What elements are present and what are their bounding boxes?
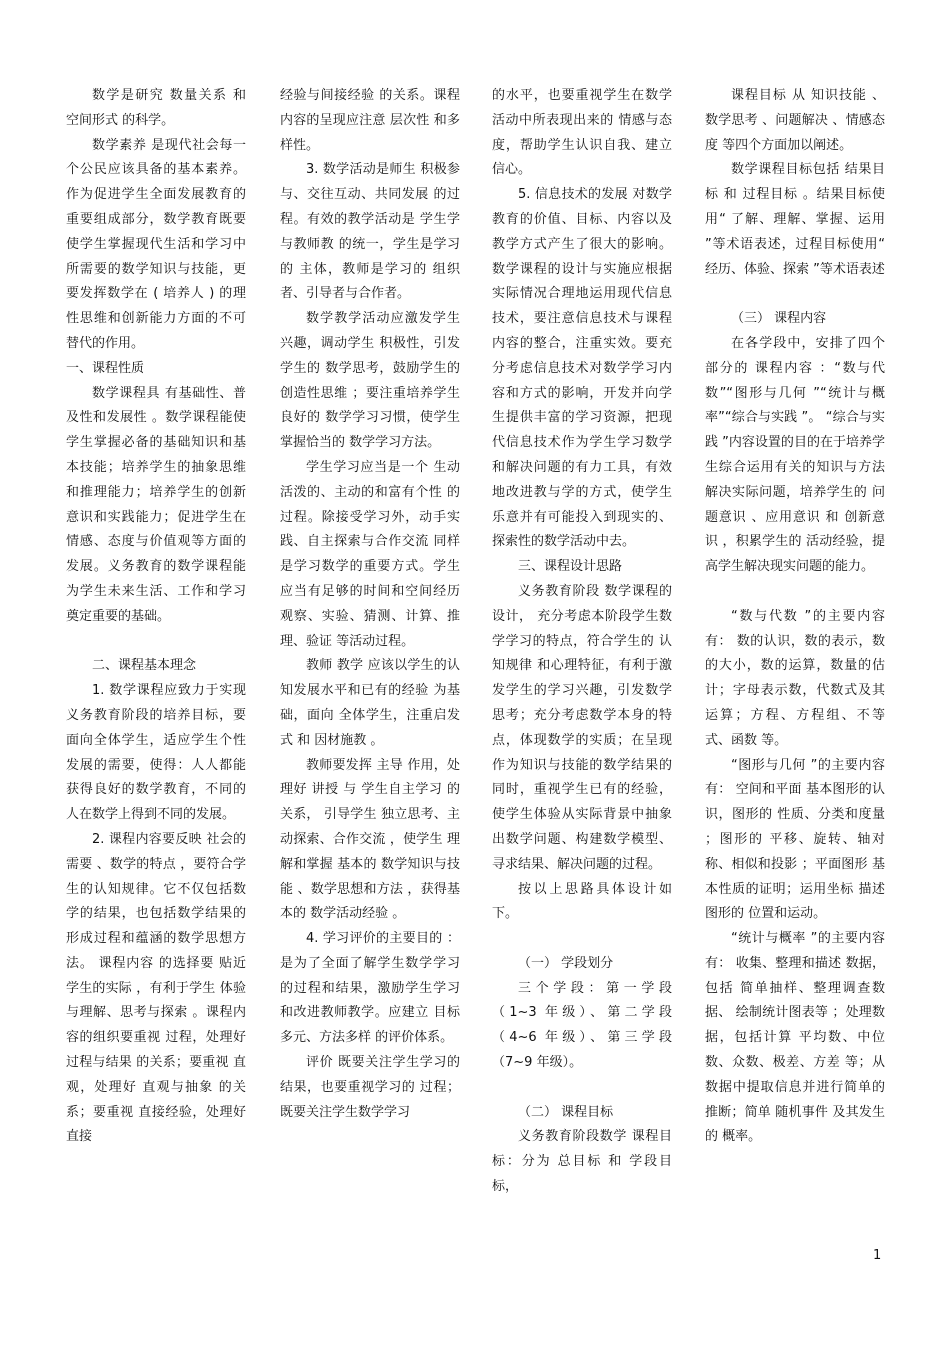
text-column-3 bbox=[492, 84, 672, 1200]
paragraph: 2. 课程内容要反映 社会的需要 、数学的特点 ，要符合学生的认知规律。它不仅包括数学的结果，也包括数学结果的形成过程和蕴涵的数学思想方法。 课程内容 的选择要 贴近学生的实际 ，有利于学生 体验与理解、思考与探索 。课程内容的组织要重视 过程，处理好 过程与结果 的关系；要重视 直观，处理好 直观与抽象 的关系；要重视 直接经验，处理好 直接 bbox=[66, 831, 246, 1145]
paragraph: 数学素养 是现代社会每一个公民应该具备的基本素养。作为促进学生全面发展教育的重要组成部分，数学教育既要使学生掌握现代生活和学习中所需要的数学知识与技能，更要发挥数学在 ( 培养人 ) 的理性思维和创新能力方面的不可替代的作用。 bbox=[66, 137, 246, 351]
paragraph: 1. 数学课程应致力于实现义务教育阶段的培养目标，要面向全体学生，适应学生个性发展的需要，使得：人人都能获得良好的数学教育，不同的人在数学上得到不同的发展。 bbox=[66, 683, 246, 823]
paragraph: 学生学习应当是一个 生动活泼的、主动的和富有个性 的过程。除接受学习外，动手实践、自主探索与合作交流 同样是学习数学的重要方式。学生应当有足够的时间和空间经历 观察、实验、猜测、计算、推理、验证 等活动过程。 bbox=[280, 459, 460, 649]
section-heading: 一、课程性质 bbox=[66, 360, 145, 376]
paragraph: 课程目标 从 知识技能 、数学思考 、问题解决 、情感态度 等四个方面加以阐述。 bbox=[705, 88, 885, 153]
page-number: 1 bbox=[873, 1248, 882, 1263]
paragraph: 4. 学习评价的主要目的 ：是为了全面了解学生数学学习的过程和结果，激励学生学习和改进教师教学。应建立 目标多元、方法多样 的评价体系。 bbox=[280, 931, 460, 1046]
paragraph: 3. 数学活动是师生 积极参与、交往互动、共同发展 的过程。有效的教学活动是 学生学 与教师教 的统一，学生是学习的 主体，教师是学习的 组织者、引导者与合作者。 bbox=[280, 162, 460, 302]
section-heading: 三、课程设计思路 bbox=[518, 559, 623, 575]
text-column-1 bbox=[66, 84, 246, 1150]
paragraph: 教师 教学 应该以学生的认知发展水平和已有的经验 为基础，面向 全体学生，注重启发式 和 因材施教 。 bbox=[280, 658, 460, 748]
paragraph: 教师要发挥 主导 作用，处理好 讲授 与 学生自主学习 的关系， 引导学生 独立思考、主动探索、合作交流 ，使学生 理解和掌握 基本的 数学知识与技能 、数学思想和方法 ，获得基本的 数学活动经验 。 bbox=[280, 757, 460, 922]
subsection-heading: （三） 课程内容 bbox=[731, 311, 827, 327]
text-column-2 bbox=[280, 84, 460, 1125]
section-heading: 二、课程基本理念 bbox=[92, 658, 197, 674]
subsection-heading: （一） 学段划分 bbox=[518, 955, 614, 971]
text-column-4 bbox=[705, 84, 885, 1150]
paragraph: 三个学段：第一学段（1~3 年级）、第二学段（4~6 年级）、第三学段（7~9 年级）。 bbox=[492, 980, 672, 1071]
paragraph: 义务教育阶段数学 课程目标：分为 总目标 和 学段目标， bbox=[492, 1129, 672, 1195]
paragraph: 5. 信息技术的发展 对数学教育的价值、目标、内容以及教学方式产生了很大的影响。数学课程的设计与实施应根据实际情况合理地运用现代信息技术，要注意信息技术与课程内容的整合，注重实效。要充分考虑信息技术对数学学习内容和方式的影响，开发并向学生提供丰富的学习资源，把现代信息技术作为学生学习数学和解决问题的有力工具，有效地改进教与学的方式，使学生乐意并有可能投入到现实的、探索性的数学活动中去。 bbox=[492, 187, 672, 550]
paragraph: 数学课程具 有基础性、普及性和发展性 。数学课程能使学生掌握必备的基础知识和基本技能；培养学生的抽象思维和推理能力；培养学生的创新意识和实践能力；促进学生在情感、态度与价值观等方面的发展。义务教育的数学课程能为学生未来生活、工作和学习奠定重要的基础。 bbox=[66, 385, 246, 624]
paragraph: 数学课程目标包括 结果目标 和 过程目标 。结果目标使用“ 了解、理解、掌握、运用 ”等术语表述，过程目标使用“ 经历、体验、探索 ”等术语表述 bbox=[705, 162, 885, 277]
paragraph: “图形与几何 ”的主要内容有： 空间和平面 基本图形的认识，图形的 性质、分类和度量 ；图形的 平移、旋转、轴对称、相似和投影 ；平面图形 基本性质的证明；运用坐标 描述图形的 位置和运动。 bbox=[705, 757, 885, 922]
paragraph: 数学教学活动应激发学生 兴趣，调动学生 积极性，引发学生的 数学思考，鼓励学生的 创造性思维 ；要注重培养学生良好的 数学学习习惯，使学生掌握恰当的 数学学习方法。 bbox=[280, 311, 460, 451]
paragraph: 义务教育阶段 数学课程的设计， 充分考虑本阶段学生数学学习的特点，符合学生的 认知规律 和心理特征，有利于激发学生的学习兴趣，引发数学思考；充分考虑数学本身的特点，体现数学的实质；在呈现作为知识与技能的数学结果的同时，重视学生已有的经验，使学生体验从实际背景中抽象出数学问题、构建数学模型、寻求结果、解决问题的过程。 bbox=[492, 583, 672, 872]
paragraph: 在各学段中，安排了四个部分的 课程内容 ：“数与代数”“图形与几何 ”“统计与概率”“综合与实践 ”。 “综合与实践 ”内容设置的目的在于培养学生综合运用有关的知识与方法解决实际问题，培养学生的 问题意识 、应用意识 和 创新意识 ，积累学生的 活动经验，提高学生解决现实问题的能力。 bbox=[705, 335, 885, 575]
paragraph: 评价 既要关注学生学习的结果，也要重视学习的 过程；既要关注学生数学学习 bbox=[280, 1055, 460, 1120]
subsection-heading: （二） 课程目标 bbox=[518, 1104, 614, 1120]
paragraph: 经验与间接经验 的关系。课程内容的呈现应注意 层次性 和多样性。 bbox=[280, 88, 460, 153]
paragraph: 按以上思路具体设计如下。 bbox=[492, 881, 672, 922]
paragraph: 的水平，也要重视学生在数学活动中所表现出来的 情感与态度，帮助学生认识自我、建立信心。 bbox=[492, 88, 672, 178]
paragraph: “数与代数 ”的主要内容有： 数的认识，数的表示，数的大小，数的运算，数量的估计；字母表示数，代数式及其运算；方程、方程组、不等式、函数 等。 bbox=[705, 608, 885, 748]
paragraph: “统计与概率 ”的主要内容有： 收集、整理和描述 数据，包括 简单抽样、整理调查数据、 绘制统计图表等 ；处理数据，包括计算 平均数、中位数、众数、极差、方差 等；从数据中提取信息并进行简单的 推断；简单 随机事件 及其发生的 概率。 bbox=[705, 931, 885, 1145]
paragraph: 数学是研究 数量关系 和 空间形式 的科学。 bbox=[66, 88, 246, 128]
